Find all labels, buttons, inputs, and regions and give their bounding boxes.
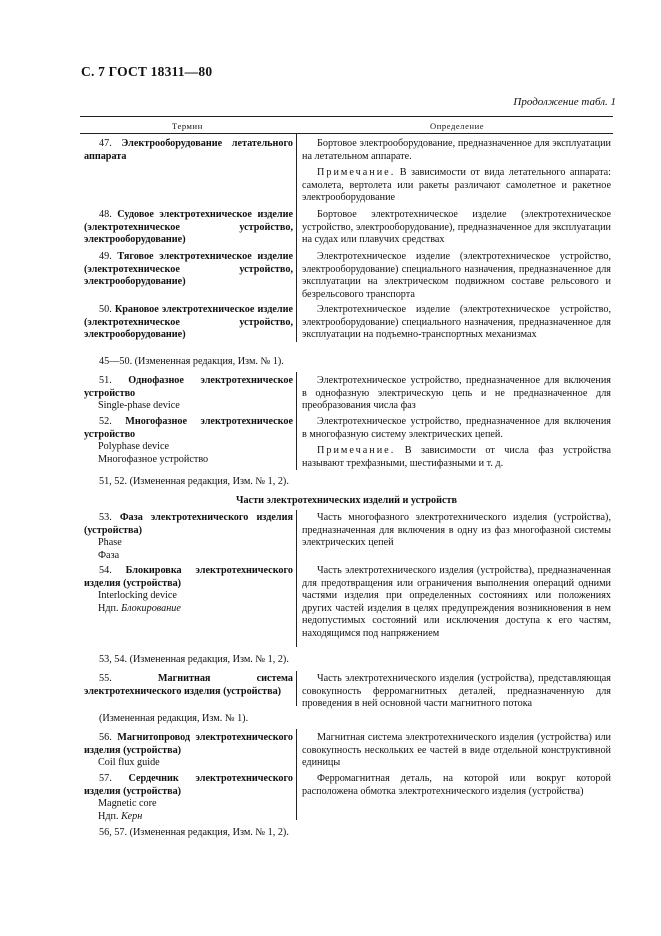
synonym-57-ndp: Ндп. Керн [98, 810, 143, 822]
synonym-53-en: Phase [98, 537, 122, 549]
amendment-51-52: 51, 52. (Измененная редакция, Изм. № 1, 2). [99, 476, 289, 487]
definition-49: Электротехническое изделие (электротехническое устройство, электрооборудование) специального назначения, предназначенное для эксплуатации на электрическом подвижном составе рельсового и безрельсового транспорта [302, 251, 611, 300]
column-divider [296, 671, 297, 706]
synonym-52-en: Polyphase device [98, 441, 170, 453]
term-57: 57. Сердечник электротехнического изделия (устройства) Magnetic core Ндп. Керн [84, 773, 293, 822]
term-50: 50. Крановое электротехническое изделие (электротехническое устройство, электрооборудование) [84, 304, 294, 341]
term-51: 51. Однофазное электротехническое устройство Single-phase device [84, 375, 293, 412]
table-top-rule [80, 116, 613, 117]
term-56: 56. Магнитопровод электротехнического изделия (устройства) Coil flux guide [84, 732, 293, 769]
definition-47: Бортовое электрооборудование, предназначенное для эксплуатации на летательном аппарате. [302, 138, 611, 162]
definition-53: Часть многофазного электротехнического изделия (устройства), предназначенная для включения в одну из фаз многофазной системы электрических цепей [302, 512, 611, 549]
amendment-56-57: 56, 57. (Измененная редакция, Изм. № 1, 2). [99, 827, 289, 838]
synonym-57-en: Magnetic core [98, 798, 157, 810]
amendment-55: (Измененная редакция, Изм. № 1). [99, 713, 249, 724]
section-title: Части электротехнических изделий и устройств [235, 495, 457, 506]
term-52: 52. Многофазное электротехническое устройство Polyphase device Многофазное устройство [84, 416, 293, 465]
definition-50: Электротехническое изделие (электротехническое устройство, электрооборудование) специального назначения, предназначенное для эксплуатации на подъемно-транспортных механизмах [302, 304, 611, 341]
term-49: 49. Тяговое электротехническое изделие (электротехническое устройство, электрооборудование) [84, 251, 293, 288]
definition-56: Магнитная система электротехнического изделия (устройства) или совокупность нескольких ее частей в виде отдельной конструктивной единицы [302, 732, 611, 769]
table-continuation-label: Продолжение табл. 1 [513, 96, 616, 108]
column-divider [296, 372, 297, 470]
definition-54: Часть электротехнического изделия (устройства), предназначенная для предотвращения или ограничения выполнения операций одними частями изделия при определенных состояниях или положениях других частей изделия в целях предупреждения возникновения в нем недопустимых состояний или исключения доступа к его частям, находящимся под напряжением [302, 565, 611, 639]
definition-57: Ферромагнитная деталь, на которой или вокруг которой расположена обмотка электротехнического изделия (устройства) [302, 773, 611, 797]
term-53: 53. Фаза электротехнического изделия (устройства) Phase Фаза [84, 512, 293, 561]
synonym-56-en: Coil flux guide [98, 757, 160, 769]
note-52: Примечание. В зависимости от числа фаз устройства называют трехфазными, шестифазными и т. д. [302, 445, 612, 469]
definition-52: Электротехническое устройство, предназначенное для включения в многофазную систему электрических цепей. [302, 416, 611, 440]
definition-51: Электротехническое устройство, предназначенное для включения в однофазную электрическую цепь и не предназначенное для преобразования числа фаз [302, 375, 611, 412]
column-header-term: Термин [172, 121, 203, 131]
term-54: 54. Блокировка электротехнического изделия (устройства) Interlocking device Ндп. Блокирование [84, 565, 293, 614]
definition-48: Бортовое электротехническое изделие (электротехническое устройство, электрооборудование), предназначенное для эксплуатации на судах или плавучих средствах [302, 209, 611, 246]
synonym-53-ru: Фаза [98, 549, 120, 561]
definition-55: Часть электротехнического изделия (устройства), представляющая совокупность ферромагнитных деталей, предназначенную для проведения в ней основной части магнитного потока [302, 673, 611, 710]
column-divider [296, 729, 297, 820]
synonym-52-ru: Многофазное устройство [98, 453, 209, 465]
table-header-rule [80, 133, 613, 134]
column-header-definition: Определение [430, 121, 485, 131]
amendment-53-54: 53, 54. (Измененная редакция, Изм. № 1, 2). [99, 654, 289, 665]
amendment-45-50: 45—50. (Измененная редакция, Изм. № 1). [99, 356, 284, 367]
synonym-51: Single-phase device [98, 400, 180, 412]
column-divider [296, 134, 297, 342]
term-47: 47. Электрооборудование летательного аппарата [84, 138, 293, 162]
term-55: 55. Магнитная система электротехнического изделия (устройства) [84, 673, 293, 697]
synonym-54-ndp: Ндп. Блокирование [98, 602, 181, 614]
term-48: 48. Судовое электротехническое изделие (электротехническое устройство, электрооборудование) [84, 209, 294, 246]
column-divider [296, 510, 297, 647]
synonym-54-en: Interlocking device [98, 590, 177, 602]
page-header: С. 7 ГОСТ 18311—80 [81, 64, 213, 79]
note-47: Примечание. В зависимости от вида летательного аппарата: самолета, вертолета или ракеты различают самолетное и ракетное электрооборудование [302, 167, 611, 204]
